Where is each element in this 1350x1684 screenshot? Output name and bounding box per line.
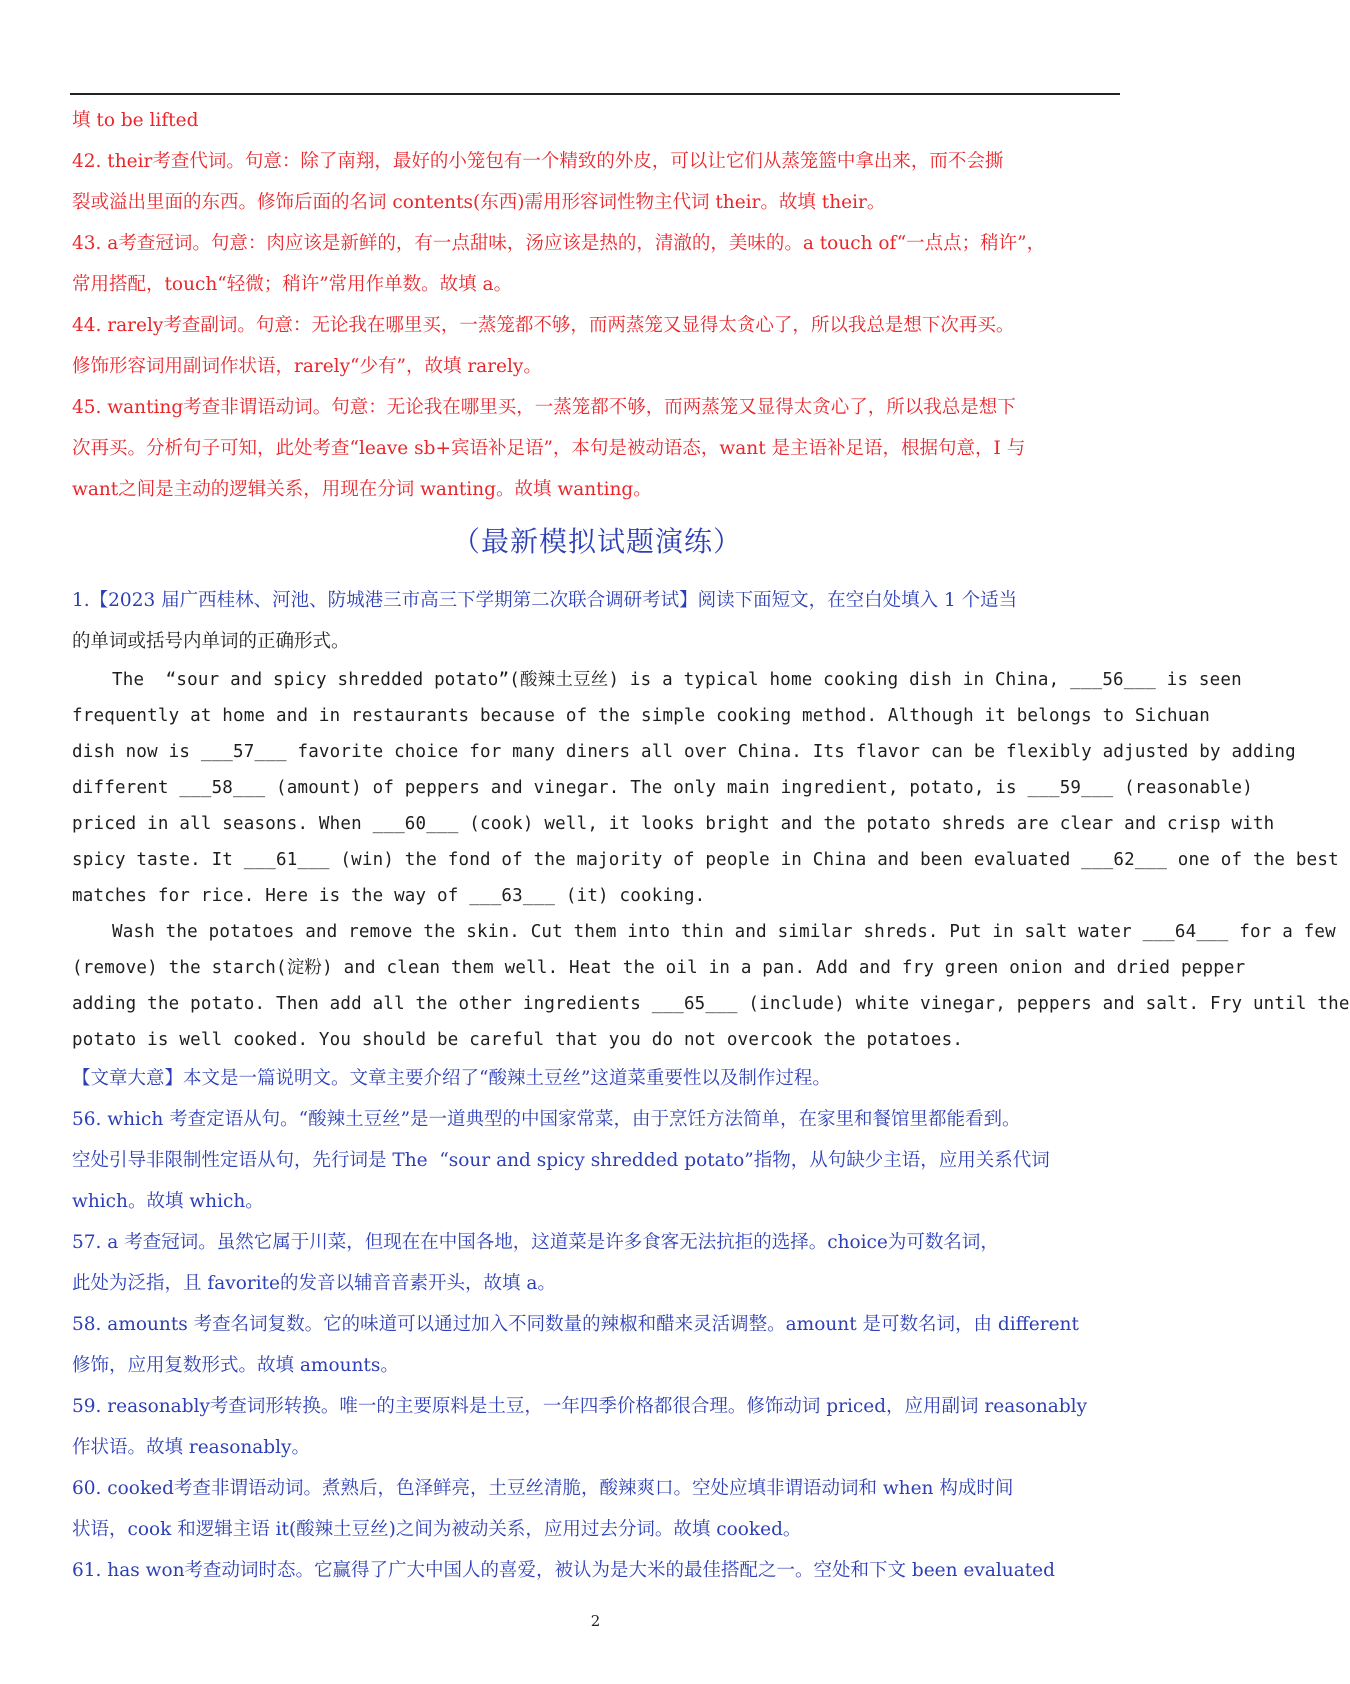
summary-line: 【文章大意】本文是一篇说明文。文章主要介绍了“酸辣土豆丝”这道菜重要性以及制作过程。: [72, 1068, 831, 1089]
passage-line: dish now is ___57___ favorite choice for many diners all over China. Its flavor can be flexibly adjusted by adding: [72, 742, 1296, 762]
question-intro: [72, 580, 1122, 662]
answer-line: 作状语。故填 reasonably。: [72, 1437, 310, 1458]
answer-line: 58. amounts 考查名词复数。它的味道可以通过加入不同数量的辣椒和醋来灵活调整。amount 是可数名词，由 different: [72, 1314, 1079, 1335]
answer-line: 填 to be lifted: [72, 110, 199, 131]
answer-line: 次再买。分析句子可知，此处考查“leave sb+宾语补足语”，本句是被动语态，want 是主语补足语，根据句意，I 与: [72, 438, 1026, 459]
answer-line: 修饰，应用复数形式。故填 amounts。: [72, 1355, 399, 1376]
answer-line: 60. cooked考查非谓语动词。煮熟后，色泽鲜亮，土豆丝清脆，酸辣爽口。空处应填非谓语动词和 when 构成时间: [72, 1478, 1014, 1499]
passage-line: adding the potato. Then add all the other ingredients ___65___ (include) white vinegar, peppers and salt. Fry until the: [72, 994, 1350, 1014]
answer-line: 此处为泛指，且 favorite的发音以辅音音素开头，故填 a。: [72, 1273, 556, 1294]
passage-line: (remove) the starch(淀粉) and clean them well. Heat the oil in a pan. Add and fry green onion and dried pepper: [72, 958, 1246, 978]
previous-answers: [72, 100, 1122, 510]
passage-line: The “sour and spicy shredded potato”(酸辣土豆丝) is a typical home cooking dish in China, ___56___ is seen: [112, 670, 1242, 690]
answer-line: 常用搭配，touch“轻微；稍许”常用作单数。故填 a。: [72, 274, 513, 295]
passage-line: potato is well cooked. You should be careful that you do not overcook the potatoes.: [72, 1030, 964, 1050]
passage-line: different ___58___ (amount) of peppers and vinegar. The only main ingredient, potato, is ___59___ (reasonable): [72, 778, 1253, 798]
answer-line: 修饰形容词用副词作状语，rarely“少有”，故填 rarely。: [72, 356, 542, 377]
answer-line: which。故填 which。: [72, 1191, 264, 1212]
answer-line: 45. wanting考查非谓语动词。句意：无论我在哪里买，一蒸笼都不够，而两蒸笼又显得太贪心了，所以我总是想下: [72, 397, 1016, 418]
new-answers: [72, 1058, 1122, 1591]
passage-line: spicy taste. It ___61___ (win) the fond of the majority of people in China and been evaluated ___62___ one of the best: [72, 850, 1339, 870]
question-source-line: 1.【2023 届广西桂林、河池、防城港三市高三下学期第二次联合调研考试】阅读下面短文，在空白处填入 1 个适当: [72, 590, 1018, 611]
answer-line: 43. a考查冠词。句意：肉应该是新鲜的，有一点甜味，汤应该是热的，清澈的，美味的。a touch of“一点点；稍许”，: [72, 233, 1046, 254]
answer-line: 59. reasonably考查词形转换。唯一的主要原料是土豆，一年四季价格都很合理。修饰动词 priced，应用副词 reasonably: [72, 1396, 1088, 1417]
answer-line: 空处引导非限制性定语从句，先行词是 The “sour and spicy shredded potato”指物，从句缺少主语，应用关系代词: [72, 1150, 1050, 1171]
answer-line: 状语，cook 和逻辑主语 it(酸辣土豆丝)之间为被动关系，应用过去分词。故填 cooked。: [72, 1519, 802, 1540]
question-instruction-line: 的单词或括号内单词的正确形式。: [72, 631, 350, 652]
passage-line: Wash the potatoes and remove the skin. Cut them into thin and similar shreds. Put in salt water ___64___ for a few: [112, 922, 1336, 942]
answer-line: 57. a 考查冠词。虽然它属于川菜，但现在在中国各地，这道菜是许多食客无法抗拒的选择。choice为可数名词，: [72, 1232, 999, 1253]
answer-line: 44. rarely考查副词。句意：无论我在哪里买，一蒸笼都不够，而两蒸笼又显得太贪心了，所以我总是想下次再买。: [72, 315, 1015, 336]
passage-line: frequently at home and in restaurants because of the simple cooking method. Although it belongs to Sichuan: [72, 706, 1211, 726]
page-number: 2: [590, 1612, 601, 1630]
answer-line: 56. which 考查定语从句。“酸辣土豆丝”是一道典型的中国家常菜，由于烹饪方法简单，在家里和餐馆里都能看到。: [72, 1109, 1021, 1130]
passage-line: priced in all seasons. When ___60___ (cook) well, it looks bright and the potato shreds are clear and crisp with: [72, 814, 1275, 834]
header-rule: [70, 93, 1120, 95]
answer-line: 42. their考查代词。句意：除了南翔，最好的小笼包有一个精致的外皮，可以让它们从蒸笼篮中拿出来，而不会撕: [72, 151, 1004, 172]
answer-line: 裂或溢出里面的东西。修饰后面的名词 contents(东西)需用形容词性物主代词 their。故填 their。: [72, 192, 886, 213]
page-content: [72, 100, 1350, 1591]
section-title: （最新模拟试题演练）: [451, 525, 742, 558]
passage-line: matches for rice. Here is the way of ___63___ (it) cooking.: [72, 886, 706, 906]
answer-line: want之间是主动的逻辑关系，用现在分词 wanting。故填 wanting。: [72, 479, 652, 500]
cloze-passage: [72, 662, 1350, 1058]
answer-line: 61. has won考查动词时态。它赢得了广大中国人的喜爱，被认为是大米的最佳搭配之一。空处和下文 been evaluated: [72, 1560, 1055, 1581]
